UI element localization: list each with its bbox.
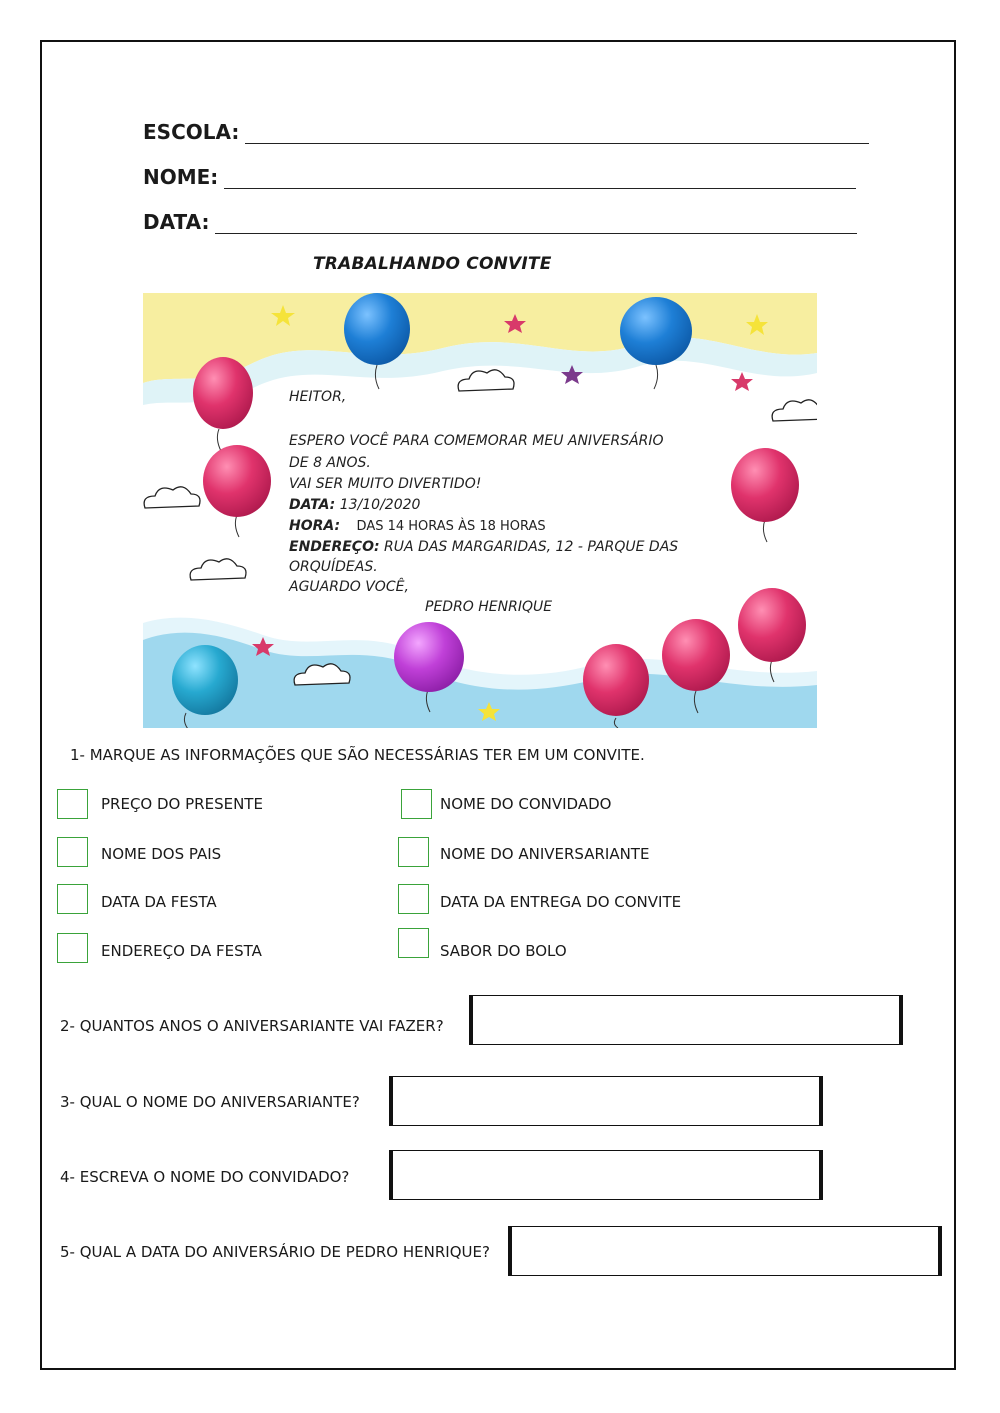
invitation-greeting: HEITOR, [289,389,347,405]
invitation-card [143,293,817,728]
invitation-address [289,539,678,555]
option-label: PREÇO DO PRESENTE [101,795,263,813]
invitation-line-3: VAI SER MUITO DIVERTIDO! [289,476,482,492]
question-5: 5- QUAL A DATA DO ANIVERSÁRIO DE PEDRO HENRIQUE? [60,1243,490,1261]
school-line[interactable] [245,123,869,144]
checkbox-data-festa[interactable] [57,884,88,914]
option-label: NOME DO ANIVERSARIANTE [440,845,650,863]
question-4: 4- ESCREVA O NOME DO CONVIDADO? [60,1168,350,1186]
question-3: 3- QUAL O NOME DO ANIVERSARIANTE? [60,1093,360,1111]
checkbox-nome-aniversariante[interactable] [398,837,429,867]
option-label: DATA DA ENTREGA DO CONVITE [440,893,682,911]
answer-box-5[interactable] [508,1226,942,1276]
answer-box-4[interactable] [389,1150,823,1200]
name-field[interactable] [143,165,856,189]
invitation-closing: AGUARDO VOCÊ, [289,579,409,595]
invitation-date-value: 13/10/2020 [339,497,421,513]
checkbox-sabor-bolo[interactable] [398,928,429,958]
invitation-address-label: ENDEREÇO: [289,539,380,555]
school-label: ESCOLA: [143,120,240,144]
invitation-address-value: RUA DAS MARGARIDAS, 12 - PARQUE DAS [384,539,679,555]
invitation-date [289,497,420,513]
checkbox-preco-presente[interactable] [57,789,88,819]
checkbox-nome-convidado[interactable] [401,789,432,819]
invitation-date-label: DATA: [289,497,336,513]
invitation-line-2: DE 8 ANOS. [289,455,371,471]
date-label: DATA: [143,210,210,234]
school-field[interactable] [143,120,869,144]
checkbox-nome-pais[interactable] [57,837,88,867]
invitation-time [289,518,546,534]
worksheet-title: TRABALHANDO CONVITE [313,254,552,274]
invitation-time-label: HORA: [289,518,341,534]
answer-box-3[interactable] [389,1076,823,1126]
checkbox-endereco-festa[interactable] [57,933,88,963]
date-field[interactable] [143,210,857,234]
name-line[interactable] [224,168,856,189]
option-label: NOME DO CONVIDADO [440,795,612,813]
question-1: 1- MARQUE AS INFORMAÇÕES QUE SÃO NECESSÁRIAS TER EM UM CONVITE. [70,746,645,764]
invitation-time-value: DAS 14 HORAS ÀS 18 HORAS [356,519,546,534]
checkbox-data-entrega[interactable] [398,884,429,914]
invitation-illustration [143,293,817,728]
invitation-line-1: ESPERO VOCÊ PARA COMEMORAR MEU ANIVERSÁRIO [289,433,664,449]
option-label: DATA DA FESTA [101,893,217,911]
name-label: NOME: [143,165,219,189]
invitation-signature: PEDRO HENRIQUE [425,599,553,615]
option-label: ENDEREÇO DA FESTA [101,942,262,960]
invitation-address-cont: ORQUÍDEAS. [289,559,378,575]
date-line[interactable] [215,213,857,234]
question-2: 2- QUANTOS ANOS O ANIVERSARIANTE VAI FAZER? [60,1017,444,1035]
option-label: SABOR DO BOLO [440,942,567,960]
option-label: NOME DOS PAIS [101,845,222,863]
answer-box-2[interactable] [469,995,903,1045]
